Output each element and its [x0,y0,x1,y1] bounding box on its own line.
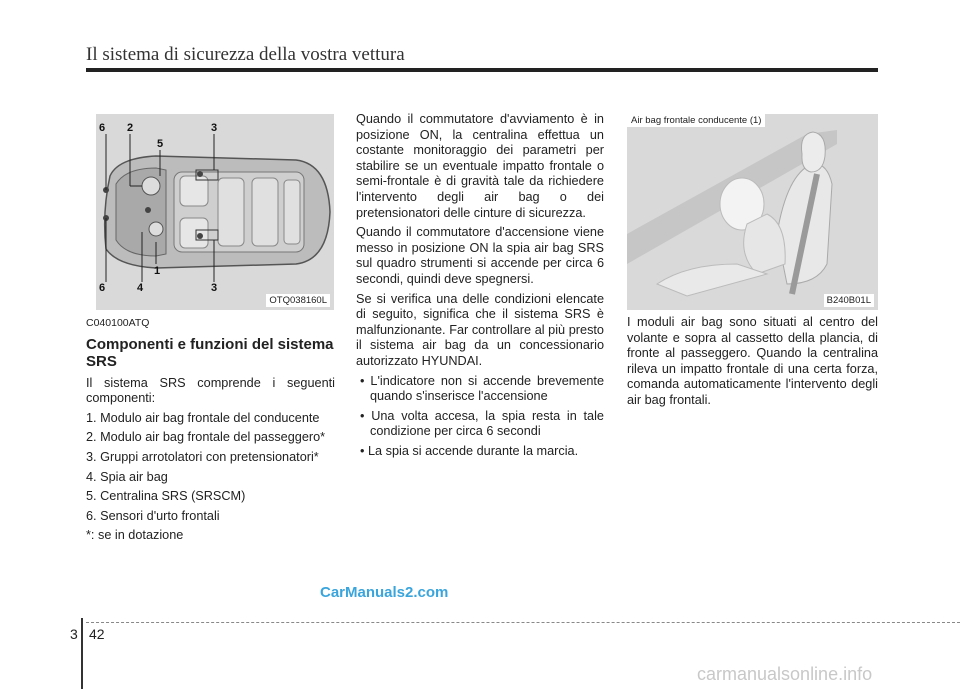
list-item: • La spia si accende durante la marcia. [360,443,579,458]
footer-rule [86,622,960,624]
driver-airbag-illustration [627,114,878,310]
marker-3-bottom: 3 [211,282,218,294]
list-item: *: se in dotazione [86,528,184,543]
components-intro: Il sistema SRS comprende i seguenti componenti: [86,375,335,406]
paragraph-malfunction: Se si verifica una delle condizioni elencate di seguito, significa che il sistema SRS è malfunzionante. Far controllare al più presto il sistema air bag da un concessionario autorizzato HYUNDAI. [356,291,604,368]
section-title: Componenti e funzioni del sistema SRS [86,335,334,370]
list-item: 6. Sensori d'urto frontali [86,508,220,523]
marker-2: 2 [127,122,134,134]
footer-divider [81,618,83,689]
paragraph-monitoring: Quando il commutatore d'avviamento è in posizione ON, la centralina effettua un costante monitoraggio dei parametri per stabilire se un eventuale impatto frontale o semi-frontale è di gravità tale da richiedere l'intervento degli air bag o dei pretensionatori delle cinture di sicurezza. [356,112,604,220]
malfunction-list [356,374,604,460]
watermark-bottom: carmanualsonline.info [697,664,873,684]
list-item: 1. Modulo air bag frontale del conducente [86,410,320,425]
paragraph-airbag-location: I moduli air bag sono situati al centro del volante e sopra al cassetto della plancia, di fronte al passeggero. Quando la centralina rileva un impatto frontale di una certa forza, comanda automaticamente l'intervento degli air bag frontali. [627,315,878,407]
figure2-caption: Air bag frontale conducente (1) [627,114,765,127]
column-2 [356,112,604,463]
marker-1: 1 [154,265,161,277]
chapter-number: 3 [70,626,78,642]
figure2-code: B240B01L [824,294,874,307]
header-rule [86,68,878,72]
list-item: 4. Spia air bag [86,469,168,484]
list-item: • L'indicatore non si accende brevemente quando s'inserisce l'accensione [360,373,605,404]
components-list [86,411,335,544]
srs-components-figure [96,114,334,310]
page-header-title: Il sistema di sicurezza della vostra vettura [86,44,405,65]
list-item: • Una volta accesa, la spia resta in tale condizione per circa 6 secondi [360,408,604,439]
marker-3-top: 3 [211,122,218,134]
list-item: 5. Centralina SRS (SRSCM) [86,489,246,504]
driver-airbag-figure [627,114,878,310]
list-item: 2. Modulo air bag frontale del passeggero* [86,430,326,445]
column-1 [86,316,335,548]
list-item: 3. Gruppi arrotolatori con pretensionatori* [86,449,319,464]
paragraph-warning-light: Quando il commutatore d'accensione viene messo in posizione ON la spia air bag SRS sul quadro strumenti si accende per circa 6 secondi, quindi deve spegnersi. [356,225,604,286]
marker-5: 5 [157,138,164,150]
watermark-top: CarManuals2.com [320,584,449,601]
car-top-view-illustration [96,114,334,310]
section-code: C040100ATQ [86,317,150,329]
column-3 [627,315,878,413]
marker-4: 4 [137,282,144,294]
page-number: 42 [89,626,105,642]
marker-6-bottom: 6 [99,282,106,294]
marker-6-top: 6 [99,122,106,134]
figure1-code: OTQ038160L [266,294,330,307]
